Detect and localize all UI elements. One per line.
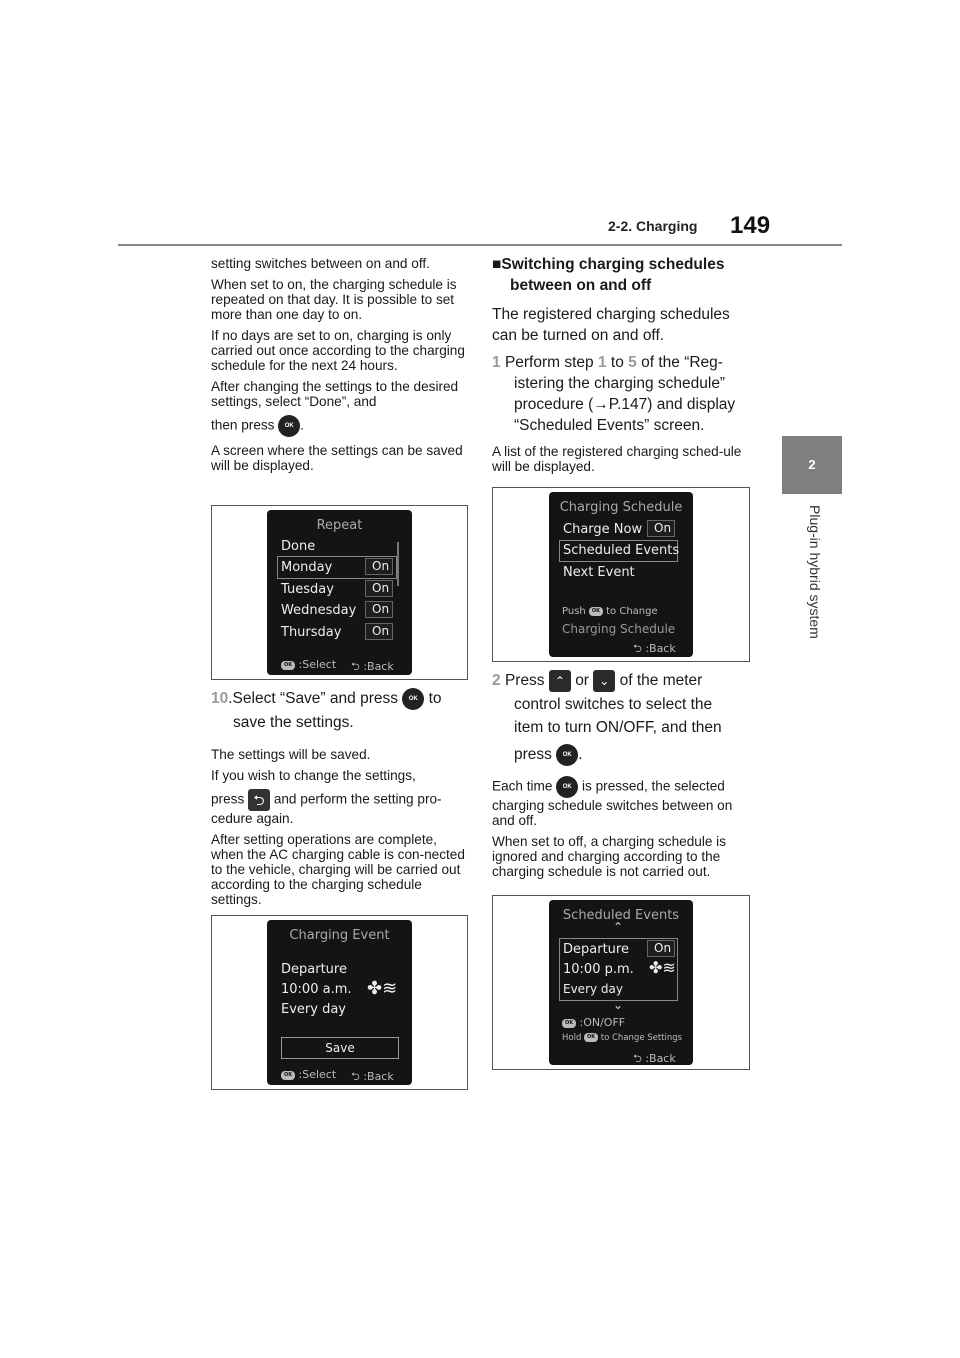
paragraph: After setting operations are complete, when the AC charging cable is con-nected to the vehicle, charging will be carried out according to the charging schedule settings. [211, 832, 465, 907]
step-2: 2 Press ⌃ or ⌄ of the meter control switches to select the item to turn ON/OFF, and then press OK . Each time OK is pressed, the selected charging schedule switches between on and off. When set to off, a charging schedule is ignored and charging according to the charging schedule is not carried out. [492, 670, 750, 879]
paragraph: The settings will be saved. [211, 747, 371, 762]
climate-fan-icon: ✤≋ [649, 958, 676, 977]
menu-item-done: Done [281, 539, 316, 554]
menu-item-tuesday: Tuesday [281, 582, 334, 597]
paragraph: setting switches between on and off. [211, 256, 430, 271]
section-title: 2-2. Charging [608, 218, 698, 234]
ok-button-icon: OK [278, 415, 300, 437]
event-type: Departure [563, 942, 629, 957]
figure-charging-event [211, 915, 468, 1090]
event-repeat: Every day [563, 982, 623, 996]
figure-repeat [211, 505, 468, 680]
footer-select: OK :Select [281, 1068, 336, 1081]
menu-item-next-event: Next Event [563, 565, 635, 580]
square-bullet-icon: ■ [492, 256, 502, 273]
ok-icon: OK [589, 607, 603, 616]
back-icon: ⮌ [351, 660, 360, 673]
event-time: 10:00 p.m. [563, 962, 634, 977]
chevron-up-icon: ⌃ [613, 920, 624, 934]
paragraph: If you wish to change the settings, [211, 768, 416, 783]
page-number: 149 [730, 212, 771, 239]
down-arrow-button-icon: ⌄ [593, 670, 615, 692]
note: Each time OK is pressed, the selected charging schedule switches between on and off. [492, 776, 750, 828]
save-button-screen: Save [281, 1037, 399, 1059]
footer-back: ⮌ :Back [351, 660, 394, 673]
header-rule [118, 244, 842, 246]
onoff-hint: OK :ON/OFF [562, 1016, 625, 1029]
event-time: 10:00 a.m. [281, 982, 352, 997]
left-column [211, 256, 467, 473]
ok-icon: OK [584, 1033, 598, 1042]
back-button-icon: ⮌ [248, 789, 270, 811]
event-repeat: Every day [281, 1002, 346, 1017]
push-hint: Push OK to Change [562, 606, 658, 617]
ok-icon: OK [562, 1019, 576, 1028]
footer-select: OK :Select [281, 658, 336, 671]
screen-title: Scheduled Events [562, 908, 680, 923]
footer-back: ⮌ :Back [351, 1070, 394, 1083]
status-on: On [365, 580, 393, 597]
screen-title: Charging Event [289, 928, 390, 943]
paragraph: If no days are set to on, charging is only carried out once according to the charging schedule for the next 24 hours. [211, 328, 465, 373]
menu-item-thursday: Thursday [281, 625, 342, 640]
step-10: 10.Select “Save” and press OK to save the settings. The settings will be saved. If you wish to change the settings, press ⮌ and perform the setting pro- cedure again. After setting operations are complete, when the AC charging cable is con-nected to the vehicle, charging will be carried out according to the charging schedule settings. [211, 688, 467, 907]
note: When set to off, a charging schedule is ignored and charging according to the charging schedule is not carried out. [492, 834, 727, 879]
charging-schedule-screen [549, 492, 693, 657]
charging-event-screen [267, 920, 412, 1085]
chapter-title: Plug-in hybrid system [807, 505, 823, 639]
back-icon: ⮌ [633, 1052, 642, 1065]
screen-title: Charging Schedule [559, 500, 683, 515]
scheduled-events-screen [549, 900, 693, 1065]
menu-item-wednesday: Wednesday [281, 603, 357, 618]
status-on: On [647, 940, 675, 957]
footer-back: ⮌ :Back [633, 642, 676, 655]
paragraph: then press OK . [211, 415, 467, 437]
chevron-down-icon: ⌄ [613, 998, 624, 1012]
status-on: On [365, 601, 393, 618]
note: A list of the registered charging sched-ule will be displayed. [492, 444, 742, 474]
hint-subtitle: Charging Schedule [562, 622, 676, 636]
ok-button-icon: OK [556, 744, 578, 766]
ok-button-icon: OK [402, 688, 424, 710]
menu-item-charge-now: Charge Now [563, 522, 643, 537]
back-icon: ⮌ [351, 1070, 360, 1083]
figure-scheduled-events [492, 895, 750, 1070]
ok-button-icon: OK [556, 776, 578, 798]
step-1: 1 Perform step 1 to 5 of the “Reg- istering the charging schedule” procedure (→P.147) and display “Scheduled Events” screen. [492, 354, 736, 434]
repeat-screen [267, 510, 412, 675]
ok-icon: OK [281, 1071, 295, 1080]
section-heading: ■Switching charging schedules between on and off [492, 256, 725, 294]
menu-item-scheduled-events: Scheduled Events [563, 543, 680, 558]
status-on: On [365, 558, 393, 575]
event-type: Departure [281, 962, 347, 977]
figure-charging-schedule [492, 487, 750, 662]
back-icon: ⮌ [633, 642, 642, 655]
status-on: On [365, 623, 393, 640]
screen-title: Repeat [316, 518, 363, 533]
climate-fan-icon: ✤≋ [367, 978, 398, 999]
footer-back: ⮌ :Back [633, 1052, 676, 1065]
menu-item-monday: Monday [281, 560, 333, 575]
paragraph: After changing the settings to the desired settings, select “Done”, and [211, 379, 459, 409]
status-on: On [647, 520, 675, 537]
paragraph: press ⮌ and perform the setting pro- cedure again. [211, 789, 467, 826]
chapter-tab: 2 [782, 436, 842, 494]
intro-text: The registered charging schedules can be turned on and off. [492, 306, 730, 344]
paragraph: When set to on, the charging schedule is repeated on that day. It is possible to set more than one day to on. [211, 277, 457, 322]
up-arrow-button-icon: ⌃ [549, 670, 571, 692]
paragraph: A screen where the settings can be saved will be displayed. [211, 443, 463, 473]
hold-hint: Hold OK to Change Settings [562, 1033, 683, 1043]
scrollbar [397, 542, 399, 586]
ok-icon: OK [281, 661, 295, 670]
right-column [492, 254, 750, 474]
